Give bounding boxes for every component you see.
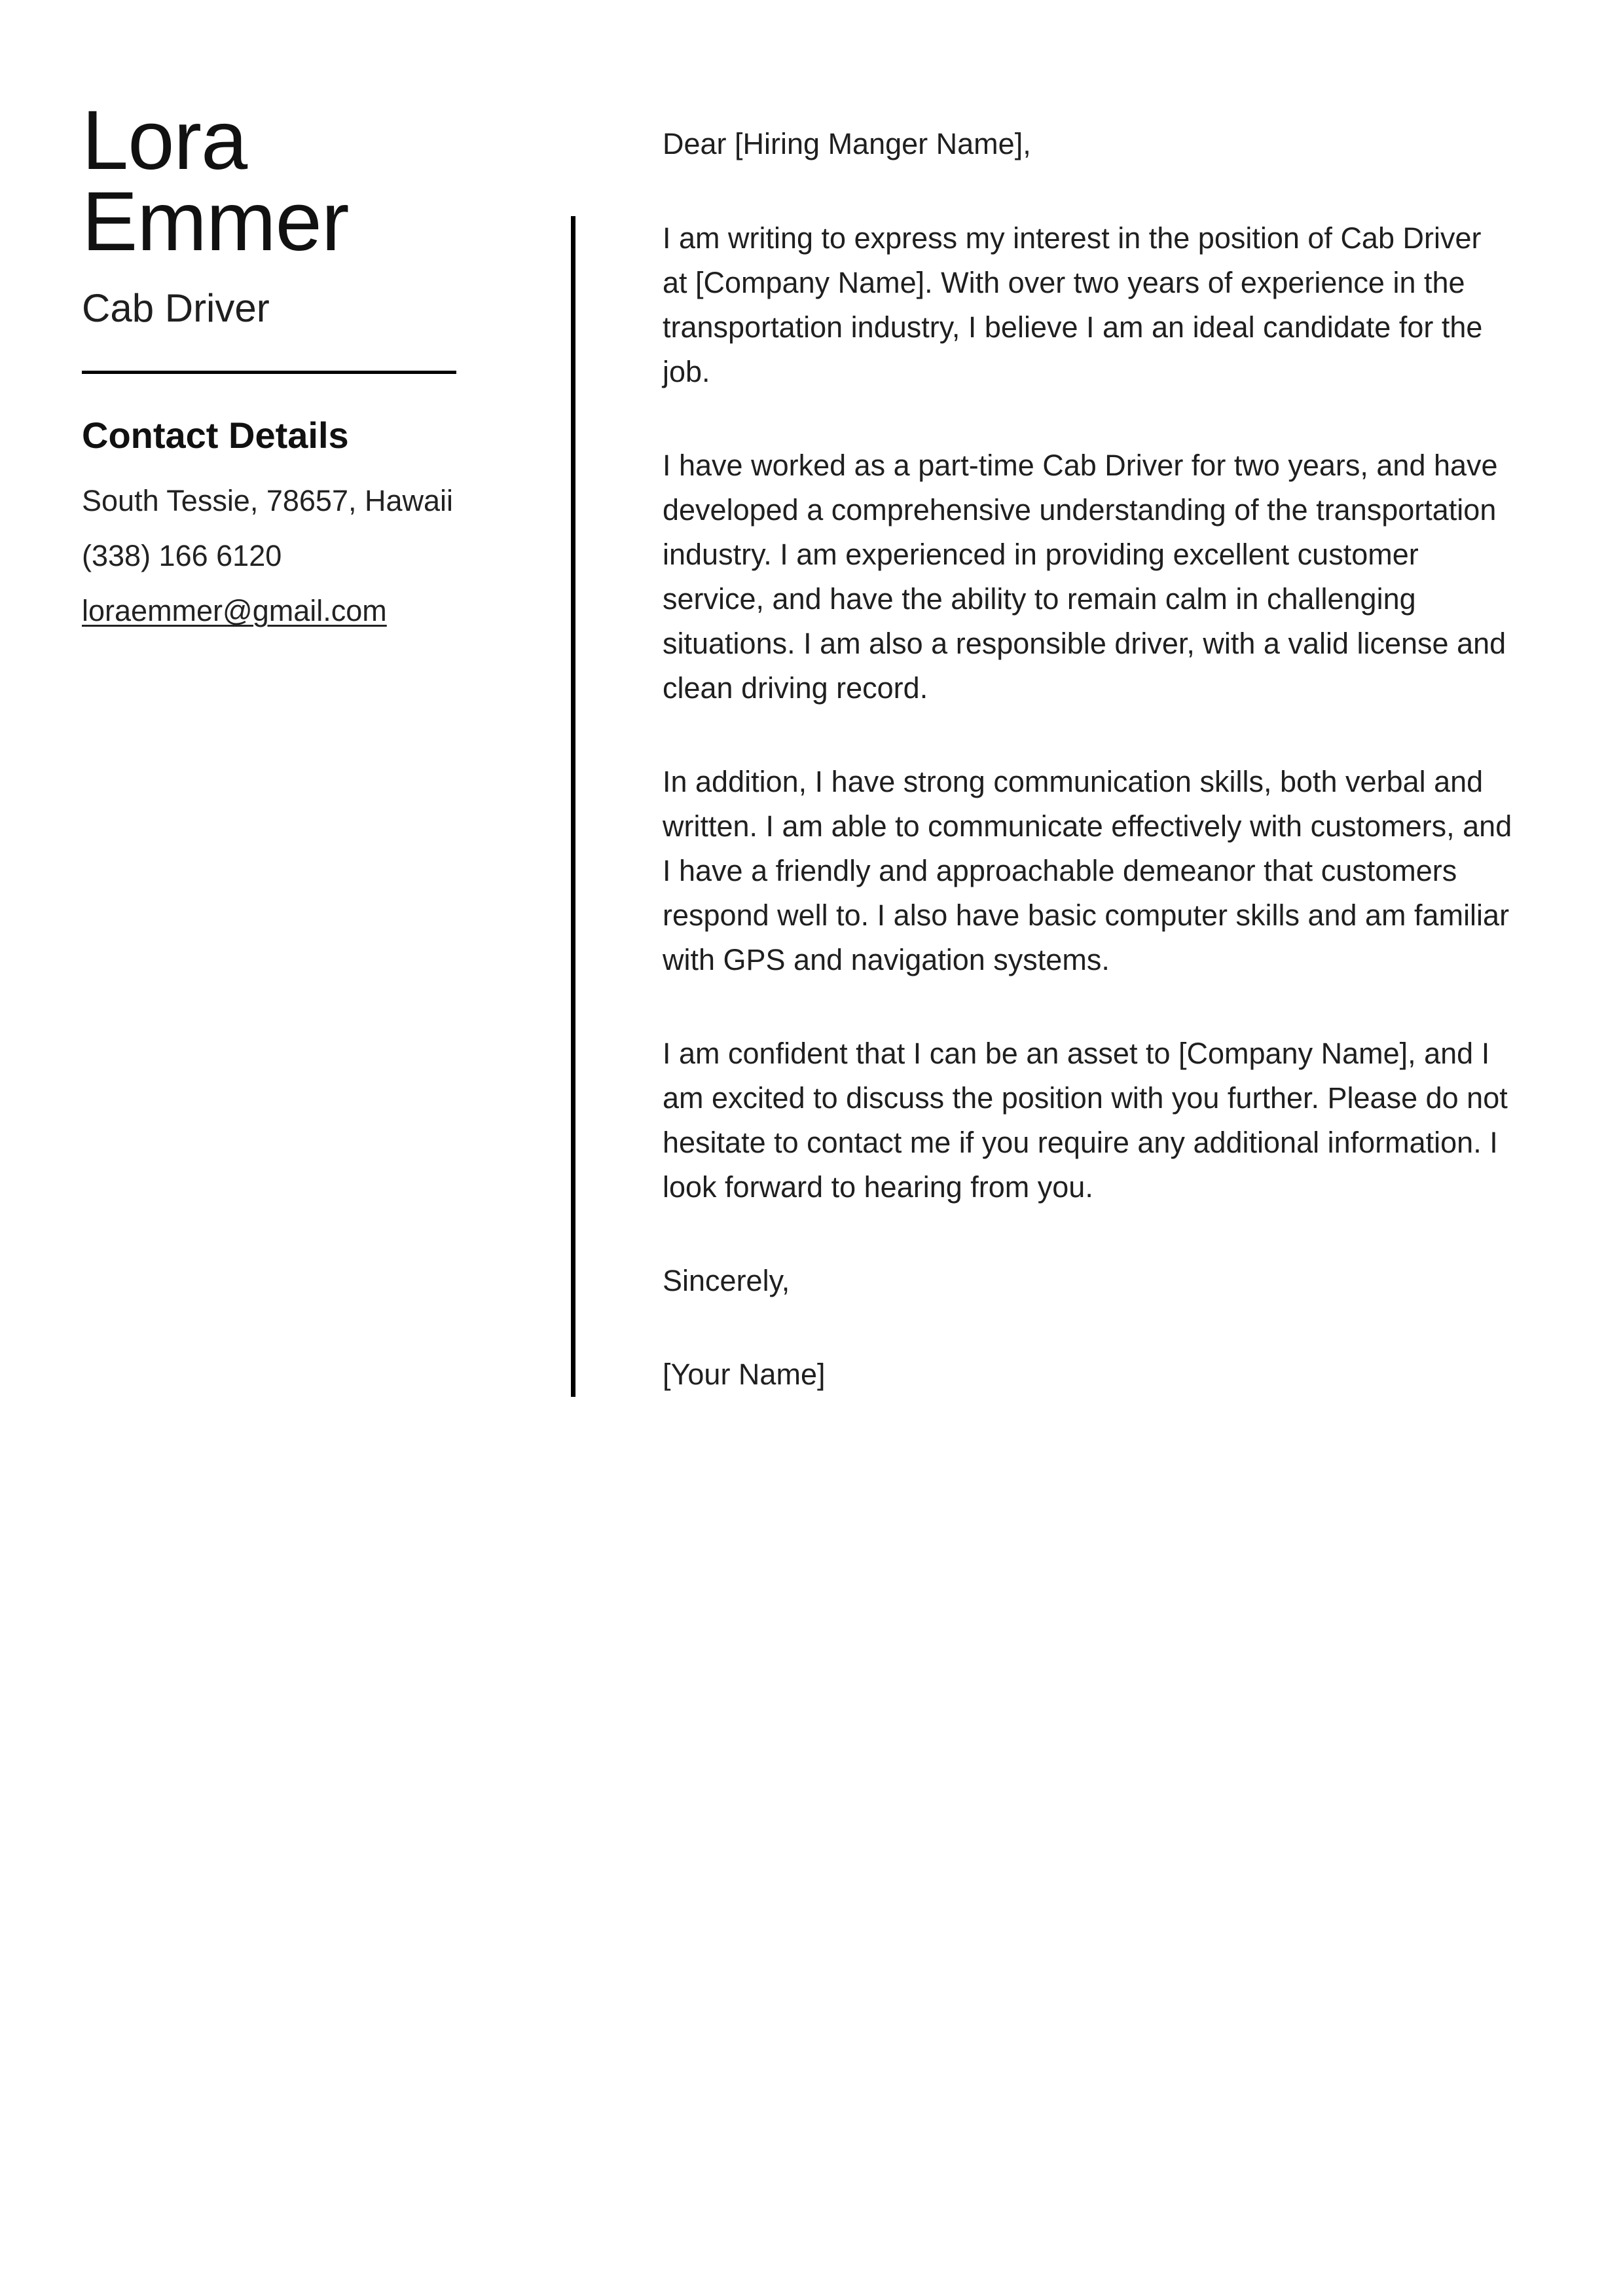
sidebar-divider <box>82 371 456 374</box>
candidate-last-name: Emmer <box>82 175 349 268</box>
contact-email-row <box>82 589 527 633</box>
letter-greeting: Dear [Hiring Manger Name], <box>663 127 1031 160</box>
contact-email-link[interactable]: loraemmer@gmail.com <box>82 594 387 627</box>
letter-signature: [Your Name] <box>663 1358 826 1391</box>
letter-paragraph: I am confident that I can be an asset to [Company Name], and I am excited to discuss the position with you further. Please do not hesitate to contact me if you require any additional information. I look forward to hearing from you. <box>663 1037 1508 1204</box>
candidate-name <box>82 94 527 268</box>
contact-details-heading: Contact Details <box>82 415 349 456</box>
letter-paragraph: In addition, I have strong communication skills, both verbal and written. I am able to communicate effectively with customers, and I have a friendly and approachable demeanor that customers respond well to. I also have basic computer skills and am familiar with GPS and navigation systems. <box>663 765 1512 976</box>
candidate-first-name: Lora <box>82 94 247 187</box>
letter-paragraph: I have worked as a part-time Cab Driver for two years, and have developed a comprehensive understanding of the transportation industry. I am experienced in providing excellent customer service, and have the ability to remain calm in challenging situations. I am also a responsible driver, with a valid license and clean driving record. <box>663 449 1506 705</box>
letter-closing: Sincerely, <box>663 1264 790 1297</box>
contact-list <box>82 479 527 633</box>
letter-paragraph: I am writing to express my interest in the position of Cab Driver at [Company Name]. With over two years of experience in the transportation industry, I believe I am an ideal candidate for the job. <box>663 221 1483 388</box>
contact-phone: (338) 166 6120 <box>82 539 282 572</box>
letter-body <box>571 216 1514 1397</box>
job-title: Cab Driver <box>82 286 270 330</box>
contact-address: South Tessie, 78657, Hawaii <box>82 484 454 517</box>
